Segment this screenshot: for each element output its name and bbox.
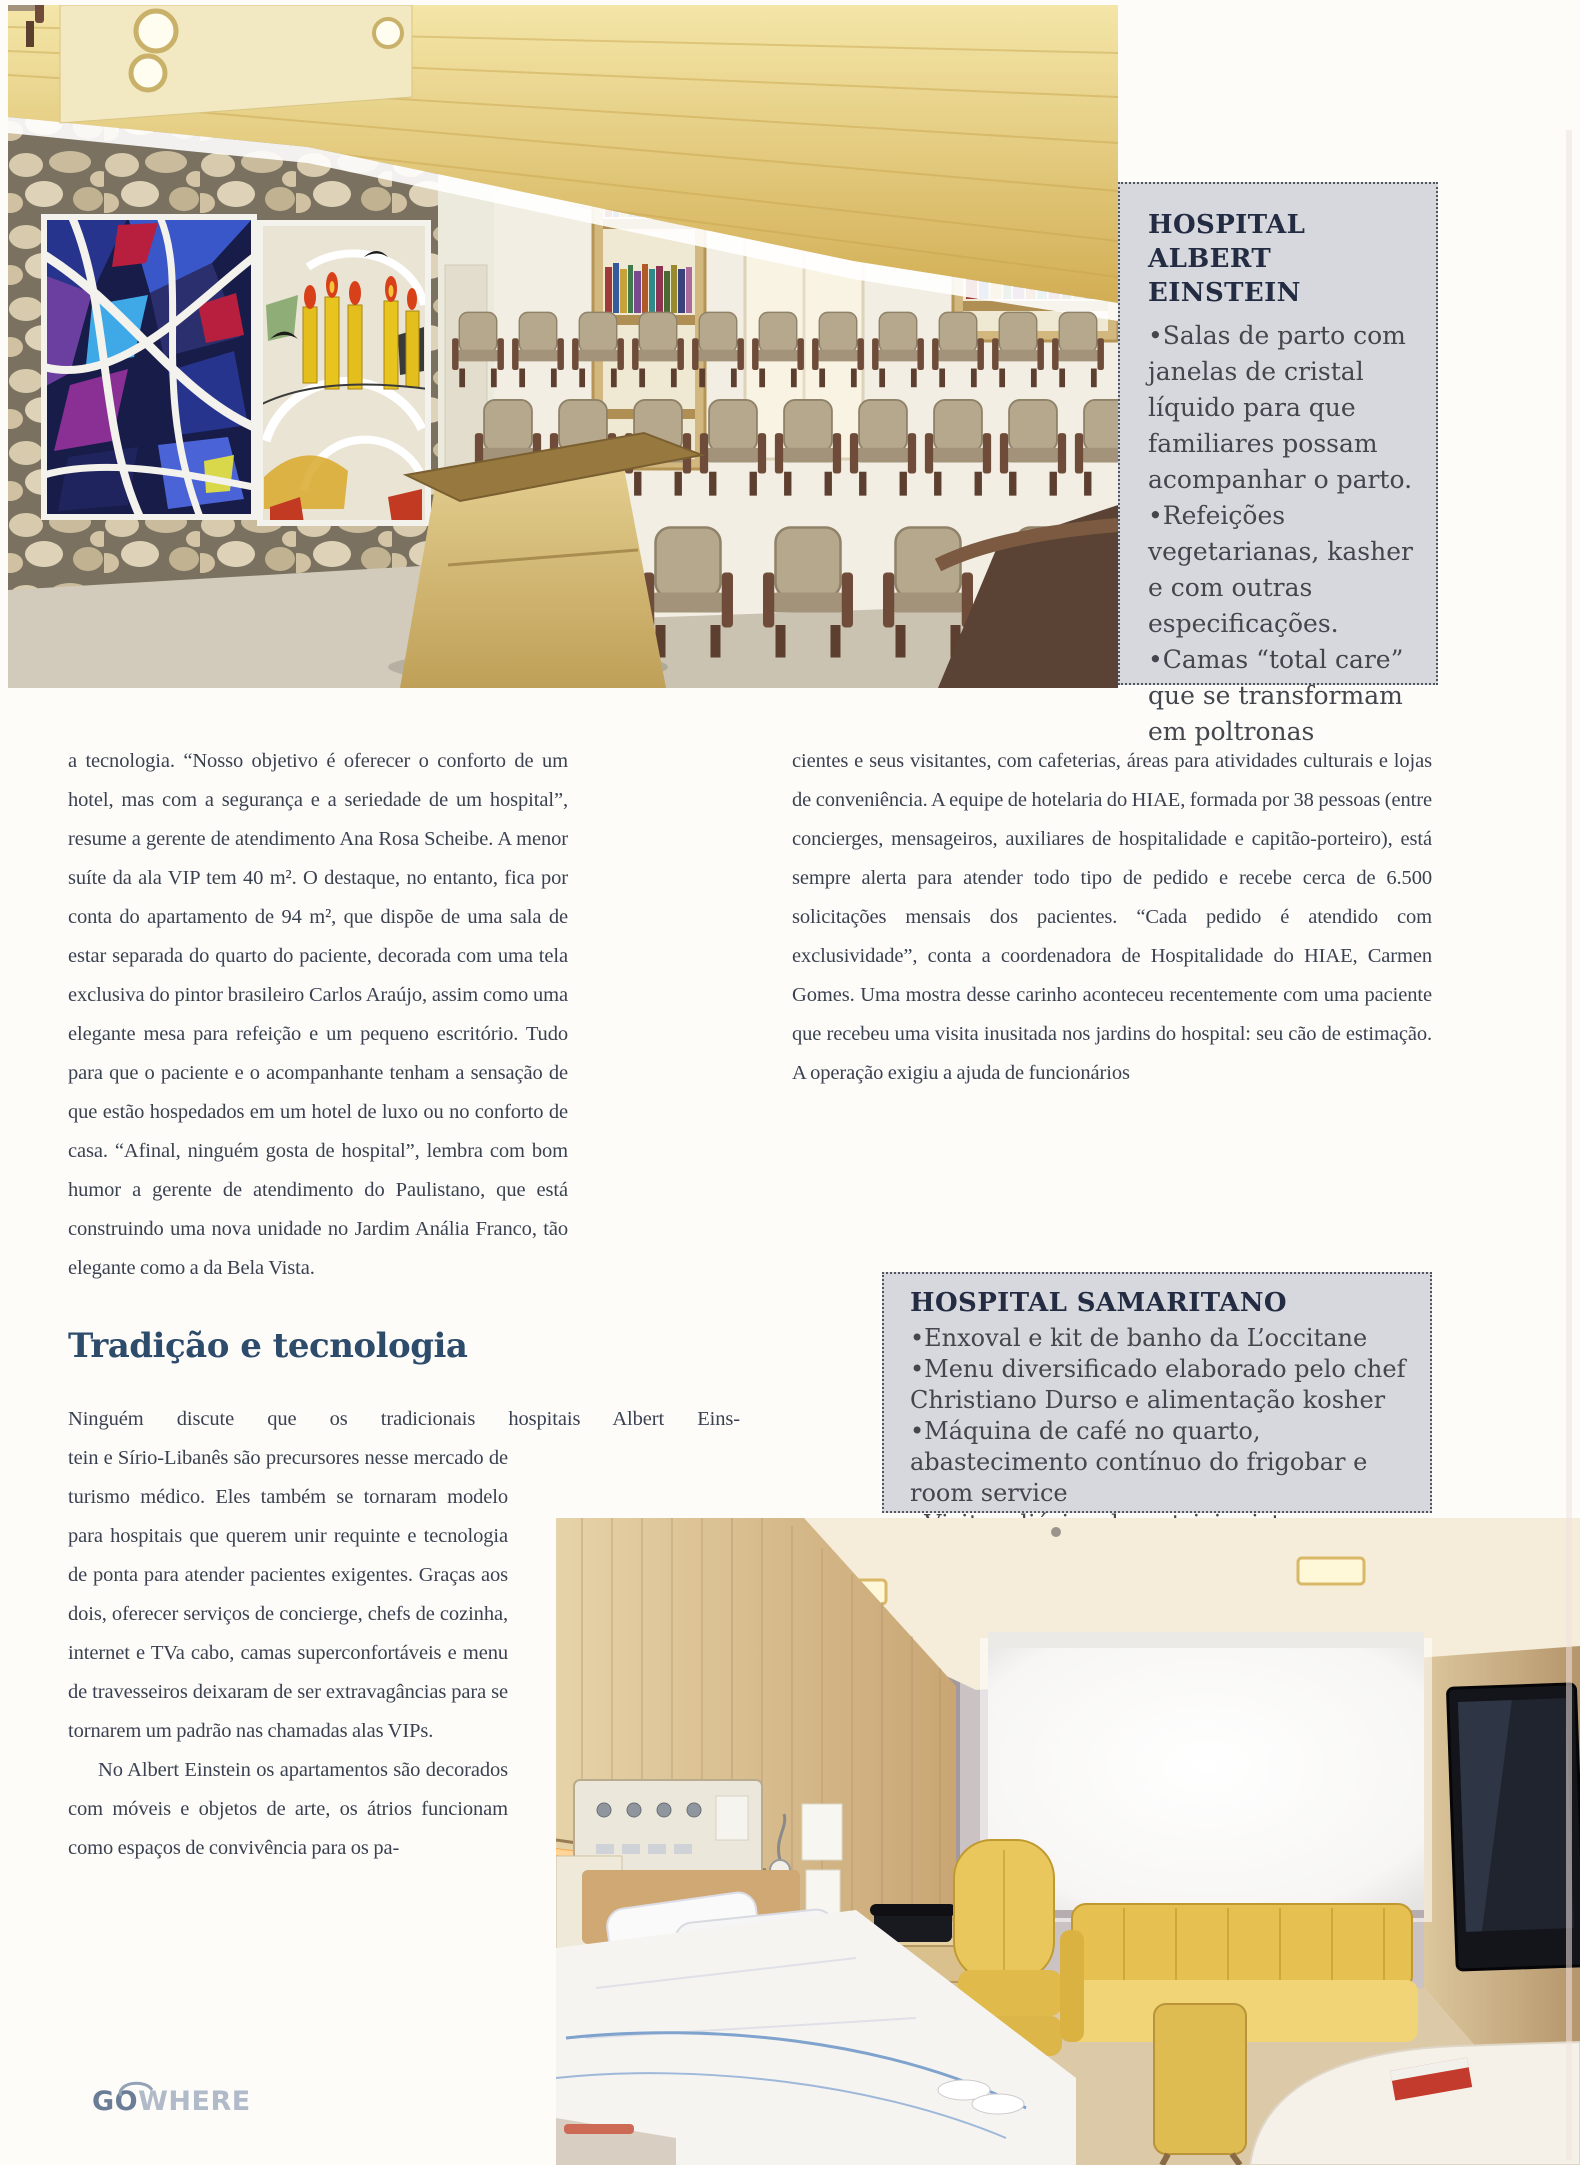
chapel-photo-illustration bbox=[8, 5, 1118, 688]
gowhere-logo bbox=[92, 2086, 251, 2120]
samaritano-feature-bullet: • Menu diversificado elaborado pelo chef Christiano Durso e alimentação kosher bbox=[910, 1354, 1406, 1416]
wall-notice bbox=[802, 1804, 842, 1860]
wall-notice bbox=[806, 1870, 840, 1914]
article-paragraph: tein e Sírio-Libanês são precursores nesse mercado de turismo médico. Eles também se tornaram modelo para hospitais que querem unir requinte e tecnologia de ponta para atender pacientes exigentes. Graças aos dois, oferecer serviços de concierge, chefs de cozinha, internet e TVa cabo, camas superconfortáveis e menu de travesseiros deixaram de ser extravagâncias para se tornarem um padrão nas chamadas alas VIPs. bbox=[68, 1447, 508, 1742]
stained-glass-blue-panel bbox=[44, 217, 254, 517]
scan-edge-artifact bbox=[1566, 130, 1572, 2160]
logo-where: WHERE bbox=[138, 2086, 251, 2117]
hospital-room-photo bbox=[556, 1518, 1580, 2165]
recessed-light-icon bbox=[1298, 1558, 1364, 1584]
samaritano-feature-bullet: • Máquina de café no quarto, abastecimento contínuo do frigobar e room service bbox=[910, 1416, 1406, 1509]
hospital-room-illustration bbox=[556, 1518, 1580, 2165]
article-paragraph: cientes e seus visitantes, com cafeterias, áreas para atividades culturais e lojas de conveniência. A equipe de hotelaria do HIAE, formada por 38 pessoas (entre concierges, mensageiros, auxiliares de hospitalidade e capitão-porteiro), está sempre alerta para atender todo tipo de pedido e recebe cerca de 6.500 solicitações mensais dos pacientes. “Cada pedido é atendido com exclusividade”, conta a coordenadora de Hospitalidade do HIAE, Carmen Gomes. Uma mostra desse carinho aconteceu recentemente com uma paciente que recebeu uma visita inusitada nos jardins do hospital: seu cão de estimação. A operação exigiu a ajuda de funcionários bbox=[792, 750, 1432, 1084]
logo-swoosh-icon bbox=[118, 2079, 158, 2101]
section-heading: Tradição e tecnologia bbox=[68, 1326, 468, 1366]
samaritano-box-title: HOSPITAL SAMARITANO bbox=[910, 1288, 1287, 1318]
einstein-feature-bullet: • Camas “total care” que se transformam em poltronas bbox=[1148, 642, 1414, 750]
einstein-info-box bbox=[1118, 182, 1438, 746]
logo-go: GO bbox=[92, 2086, 139, 2117]
slipper bbox=[972, 2094, 1024, 2114]
samaritano-info-box bbox=[882, 1272, 1432, 1513]
article-left-column bbox=[68, 742, 740, 1868]
article-paragraph: a tecnologia. “Nosso objetivo é oferecer o conforto de um hotel, mas com a segurança e a seriedade de um hospital”, resume a gerente de atendimento Ana Rosa Scheibe. A menor suíte da ala VIP tem 40 m². O destaque, no entanto, fica por conta do apartamento de 94 m², que dispõe de uma sala de estar separada do quarto do paciente, decorada com uma tela exclusiva do pintor brasileiro Carlos Araújo, assim como uma elegante mesa para refeição e um pequeno escritório. Tudo para que o paciente e o acompanhante tenham a sensação de que estão hospedados em um hotel de luxo ou no conforto de casa. “Afinal, ninguém gosta de hospital”, lembra com bom humor a gerente de atendimento do Paulistano, que está construindo uma nova unidade no Jardim Anália Franco, tão elegante como a da Bela Vista. bbox=[68, 750, 568, 1279]
einstein-feature-bullet: • Salas de parto com janelas de cristal líquido para que familiares possam acompanhar o parto. bbox=[1148, 318, 1414, 498]
einstein-feature-bullet: • Refeições vegetarianas, kasher e com outras especificações. bbox=[1148, 498, 1414, 642]
samaritano-feature-bullet: • Enxoval e kit de banho da L’occitane bbox=[910, 1323, 1406, 1354]
sprinkler-icon bbox=[1051, 1527, 1061, 1537]
einstein-box-title: HOSPITAL ALBERT EINSTEIN bbox=[1148, 210, 1306, 308]
article-right-column bbox=[792, 742, 1432, 1093]
wall-tv bbox=[1447, 1684, 1580, 1970]
chapel-photo bbox=[8, 5, 1118, 688]
desk-chair bbox=[1154, 2004, 1246, 2165]
article-paragraph: No Albert Einstein os apartamentos são decorados com móveis e objetos de arte, os átrios funcionam como espaços de convivência para os pa- bbox=[68, 1759, 508, 1859]
article-paragraph-first-line: Ninguém discute que os tradicionais hospitais Albert Eins- bbox=[68, 1408, 740, 1430]
stained-glass-candles-panel bbox=[260, 223, 428, 523]
